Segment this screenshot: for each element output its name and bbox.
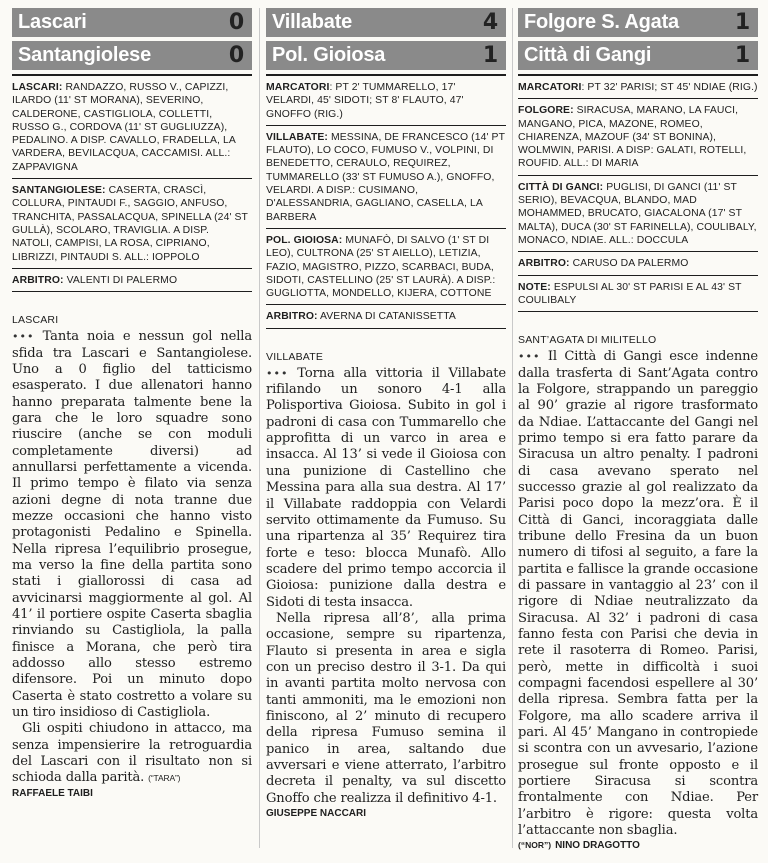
away-team-bar: [518, 41, 758, 70]
lineup-away: CITTÀ DI GANCI: PUGLISI, DI GANCI (11' ST SERIO), BEVACQUA, BLANDO, MAD MOHAMMED, BRUCATO, GIACALONA (17' ST MALTA), DUCA (30' ST FARINELLA), COULIBALY, MONACO, NDIAE. ALL.: DOCCULA: [518, 176, 758, 252]
lineup-home: VILLABATE: MESSINA, DE FRANCESCO (14' PT FLAUTO), LO COCO, FUMUSO V., VOLPINI, DI BENEDETTO, CERAULO, REQUIREZ, TUMMARELLO (33' ST FUMUSO A.), GNOFFO, VELARDI. A DISP.: CUSIMANO, D'ALESSANDRIA, GAGLIANO, CASELLA, LA BARBERA: [266, 126, 506, 229]
lineups-box: [12, 74, 252, 292]
bullet-dots-icon: •••: [518, 350, 541, 364]
dateline: LASCARI: [12, 314, 59, 327]
scorers: MARCATORI: PT 32' PARISI; ST 45' NDIAE (RIG.): [518, 76, 758, 99]
article-body: [518, 349, 758, 839]
column-divider: [259, 8, 260, 848]
away-team-bar: [12, 41, 252, 70]
referee: ARBITRO: VALENTI DI PALERMO: [12, 269, 252, 292]
author-byline: [518, 840, 758, 851]
notes: NOTE: ESPULSI AL 30' ST PARISI E AL 43' ST COULIBALY: [518, 276, 758, 313]
away-score: 1: [734, 43, 750, 68]
article-body: [266, 366, 506, 807]
home-team-bar: [266, 8, 506, 37]
lineup-away: SANTANGIOLESE: CASERTA, CRASCÌ, COLLURA, PINTAUDI F., SAGGIO, ANFUSO, TRANCHITA, PASSALACQUA, SPINELLA (24' ST GULLÀ), SCOLARO, TRAVIGLIA. A DISP. NATOLI, CAMPISI, LA ROSA, CIPRIANO, LIBRIZZI, PINTAUDI S. ALL.: IOPPOLO: [12, 179, 252, 269]
match-report-folgore: [518, 8, 758, 851]
paragraph: Nella ripresa all’8’, alla prima occasione, sempre su ripartenza, Flauto si presenta in area e sigla con un preciso destro il 3-1. Da qui in avanti partita molto nervosa con tanti ammoniti, ma le emozioni non finiscono, al 2’ minuto di recupero della ripresa Fumuso semina il panico in area, saltando due avversari e viene atterrato, l’arbitro decreta il penalty, va sul discetto Gnoffo che realizza il definitivo 4-1.: [266, 610, 506, 806]
scorers: MARCATORI: PT 2' TUMMARELLO, 17' VELARDI, 45' SIDOTI; ST 8' FLAUTO, 47' GNOFFO (RIG.): [266, 76, 506, 126]
paragraph: Tanta noia e nessun gol nella sfida tra Lascari e Santangiolese. Uno a 0 figlio del tatticismo esasperato. I due allenatori hanno hanno preparata talmente bene la gara che le loro squadre sono riuscire (anche se con moduli completamente diversi) ad annullarsi perfettamente a vicenda. Il primo tempo è filato via senza azioni degne di nota tranne due mezze occasioni che hanno visto protagonisti Pedalino e Spinella. Nella ripresa l’equilibrio prosegue, ma verso la fine della partita sono stati i giallorossi di casa ad avvicinarsi maggiormente al gol. Al 41’ il portiere ospite Caserta sbaglia rinviando su Castigliola, la palla finisce a Morana, che però tira addosso allo stesso estremo difensore. Poi un minuto dopo Caserta è stato costretto a volare su un tiro insidioso di Castigliola.: [12, 329, 252, 721]
dateline: SANT’AGATA DI MILITELLO: [518, 334, 657, 347]
referee: ARBITRO: AVERNA DI CATANISSETTA: [266, 305, 506, 328]
lineups-box: [518, 74, 758, 312]
away-team-name: Città di Gangi: [524, 44, 652, 66]
home-score: 0: [228, 10, 244, 35]
article-body: [12, 329, 252, 787]
lineup-home: LASCARI: RANDAZZO, RUSSO V., CAPIZZI, ILARDO (11' ST MORANA), SEVERINO, CALDERONE, CASTIGLIOLA, COLLETTI, RUSSO G., CORDOVA (11' ST GUGLIUZZA), PEDALINO. A DISP. CAVALLO, FRADELLA, LA VARDERA, BEVILACQUA, CACCAMISI. ALL.: ZAPPAVIGNA: [12, 76, 252, 179]
paragraph: Gli ospiti chiudono in attacco, ma senza impensierire la retroguardia del Lascari con il risultato non si schioda dalla parità.: [12, 721, 252, 786]
lineups-box: [266, 74, 506, 329]
away-team-bar: [266, 41, 506, 70]
away-team-name: Pol. Gioiosa: [272, 44, 386, 66]
match-report-villabate: [266, 8, 506, 819]
lineup-home: FOLGORE: SIRACUSA, MARANO, LA FAUCI, MANGANO, PICA, MAZONE, ROMEO, CHIARENZA, MAZOUF (34' ST BONINA), WOLMWIN, PARISI. A DISP: GALATI, ROTELLI, ROUFID. ALL.: DI MARIA: [518, 99, 758, 175]
home-team-bar: [12, 8, 252, 37]
home-score: 1: [734, 10, 750, 35]
author-tag: (“TARA”): [148, 773, 181, 784]
paragraph: Torna alla vittoria il Villabate rifilando un sonoro 4-1 alla Polisportiva Gioiosa. Subito in gol i padroni di casa con Tummarello che approfitta di un varco in area e insacca. Al 13’ si vede il Gioiosa con una punizione di Castellino che Messina para alla sua destra. Al 17’ il Villabate raddoppia con Velardi servito ottimamente da Fumuso. Su una ripartenza al 35’ Requirez tira forte e teso: blocca Munafò. Allo scadere del primo tempo accorcia il Gioiosa: punizione dalla destra e Sidoti di testa insacca.: [266, 365, 506, 610]
author-tag: (“NOR”): [518, 840, 552, 851]
author-byline: RAFFAELE TAIBI: [12, 787, 93, 799]
bullet-dots-icon: •••: [266, 366, 289, 380]
home-team-bar: [518, 8, 758, 37]
home-score: 4: [482, 10, 498, 35]
author-byline: GIUSEPPE NACCARI: [266, 808, 367, 820]
home-team-name: Villabate: [272, 11, 353, 33]
referee: ARBITRO: CARUSO DA PALERMO: [518, 252, 758, 275]
home-team-name: Folgore S. Agata: [524, 11, 679, 33]
home-team-name: Lascari: [18, 11, 87, 33]
away-score: 0: [228, 43, 244, 68]
paragraph: Il Città di Gangi esce indenne dalla trasferta di Sant’Agata contro la Folgore, strappando un pareggio al 90’ grazie al rigore trasformato da Ndiae. L’attaccante del Gangi nel primo tempo si era fatto parare da Siracusa un altro penalty. I padroni di casa avevano sperato nel successo grazie al gol realizzato da Parisi poco dopo la mezz’ora. È il Città di Ganci, incoraggiata dalle tribune dello Fresina da un buon numero di tifosi al seguito, a fare la partita e fallisce la grande occasione di passare in vantaggio al 23’ con il rigore di Ndiae neutralizzato da Siracusa. Al 32’ i padroni di casa fanno festa con Parisi che devia in rete il rasoterra di Romeo. Parisi, però, mette in difficoltà i suoi compagni facendosi espellere al 30’ della ripresa. Sembra fatta per la Folgore, ma allo scadere arriva il pari. Al 45’ Mangano in contropiede si scontra con un avvesario, l’azione prosegue sul fronte opposto e il portiere Siracusa si scontra frontalmente con Ndiae. Per l’arbitro è rigore: questa volta l’attaccante non sbaglia.: [518, 349, 758, 839]
away-team-name: Santangiolese: [18, 44, 151, 66]
match-report-lascari: [12, 8, 252, 799]
bullet-dots-icon: •••: [12, 330, 35, 344]
author-name: NINO DRAGOTTO: [555, 840, 640, 852]
away-score: 1: [482, 43, 498, 68]
dateline: VILLABATE: [266, 350, 324, 363]
column-divider: [512, 8, 513, 848]
lineup-away: POL. GIOIOSA: MUNAFÒ, DI SALVO (1' ST DI LEO), CULTRONA (25' ST AIELLO), LETIZIA, FAZIO, MAGISTRO, PIZZO, SCARBACI, BUDA, SIDOTI, CASTELLINO (25' ST LAURÀ). A DISP.: GUGLIOTTA, MONDELLO, KIJERA, COTTONE: [266, 229, 506, 305]
